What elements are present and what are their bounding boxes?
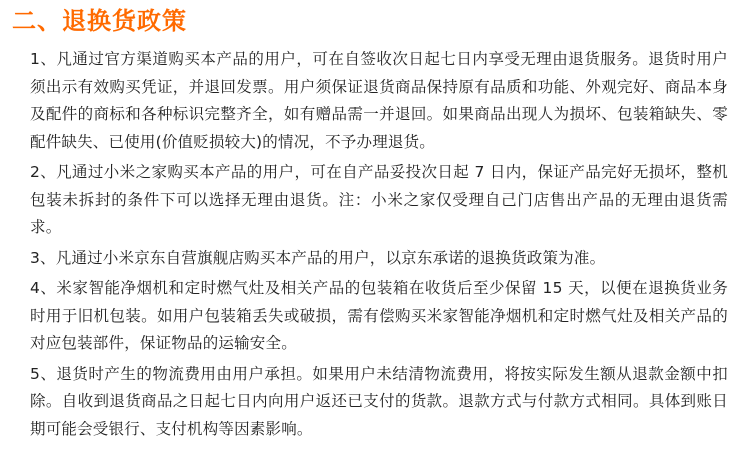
policy-item-3: 3、凡通过小米京东自营旗舰店购买本产品的用户，以京东承诺的退换货政策为准。	[30, 248, 606, 267]
policy-item-1: 1、凡通过官方渠道购买本产品的用户，可在自签收次日起七日内享受无理由退货服务。退货时用户须出示有效购买凭证，并退回发票。用户须保证退货商品保持原有品质和功能、外观完好、商品本身及配件的商标和各种标识完整齐全，如有赠品需一并退回。如果商品出现人为损坏、包装箱缺失、零配件缺失、已使用(价值贬损较大)的情况，不予办理退货。	[30, 50, 728, 151]
policy-list	[30, 46, 728, 446]
section-title: 二、退换货政策	[12, 7, 187, 35]
policy-item-4: 4、米家智能净烟机和定时燃气灶及相关产品的包装箱在收货后至少保留 15 天，以便在退换货业务时用于旧机包装。如用户包装箱丢失或破损，需有偿购买米家智能净烟机和定时燃气灶及相关产品的对应包装部件，保证物品的运输安全。	[30, 279, 728, 352]
policy-item-5: 5、退货时产生的物流费用由用户承担。如果用户未结清物流费用，将按实际发生额从退款金额中扣除。自收到退货商品之日起七日内向用户返还已支付的货款。退款方式与付款方式相同。具体到账日期可能会受银行、支付机构等因素影响。	[30, 364, 728, 438]
policy-item-2: 2、凡通过小米之家购买本产品的用户，可在自产品妥投次日起 7 日内，保证产品完好无损坏，整机包装未拆封的条件下可以选择无理由退货。注：小米之家仅受理自己门店售出产品的无理由退货需求。	[30, 163, 728, 236]
